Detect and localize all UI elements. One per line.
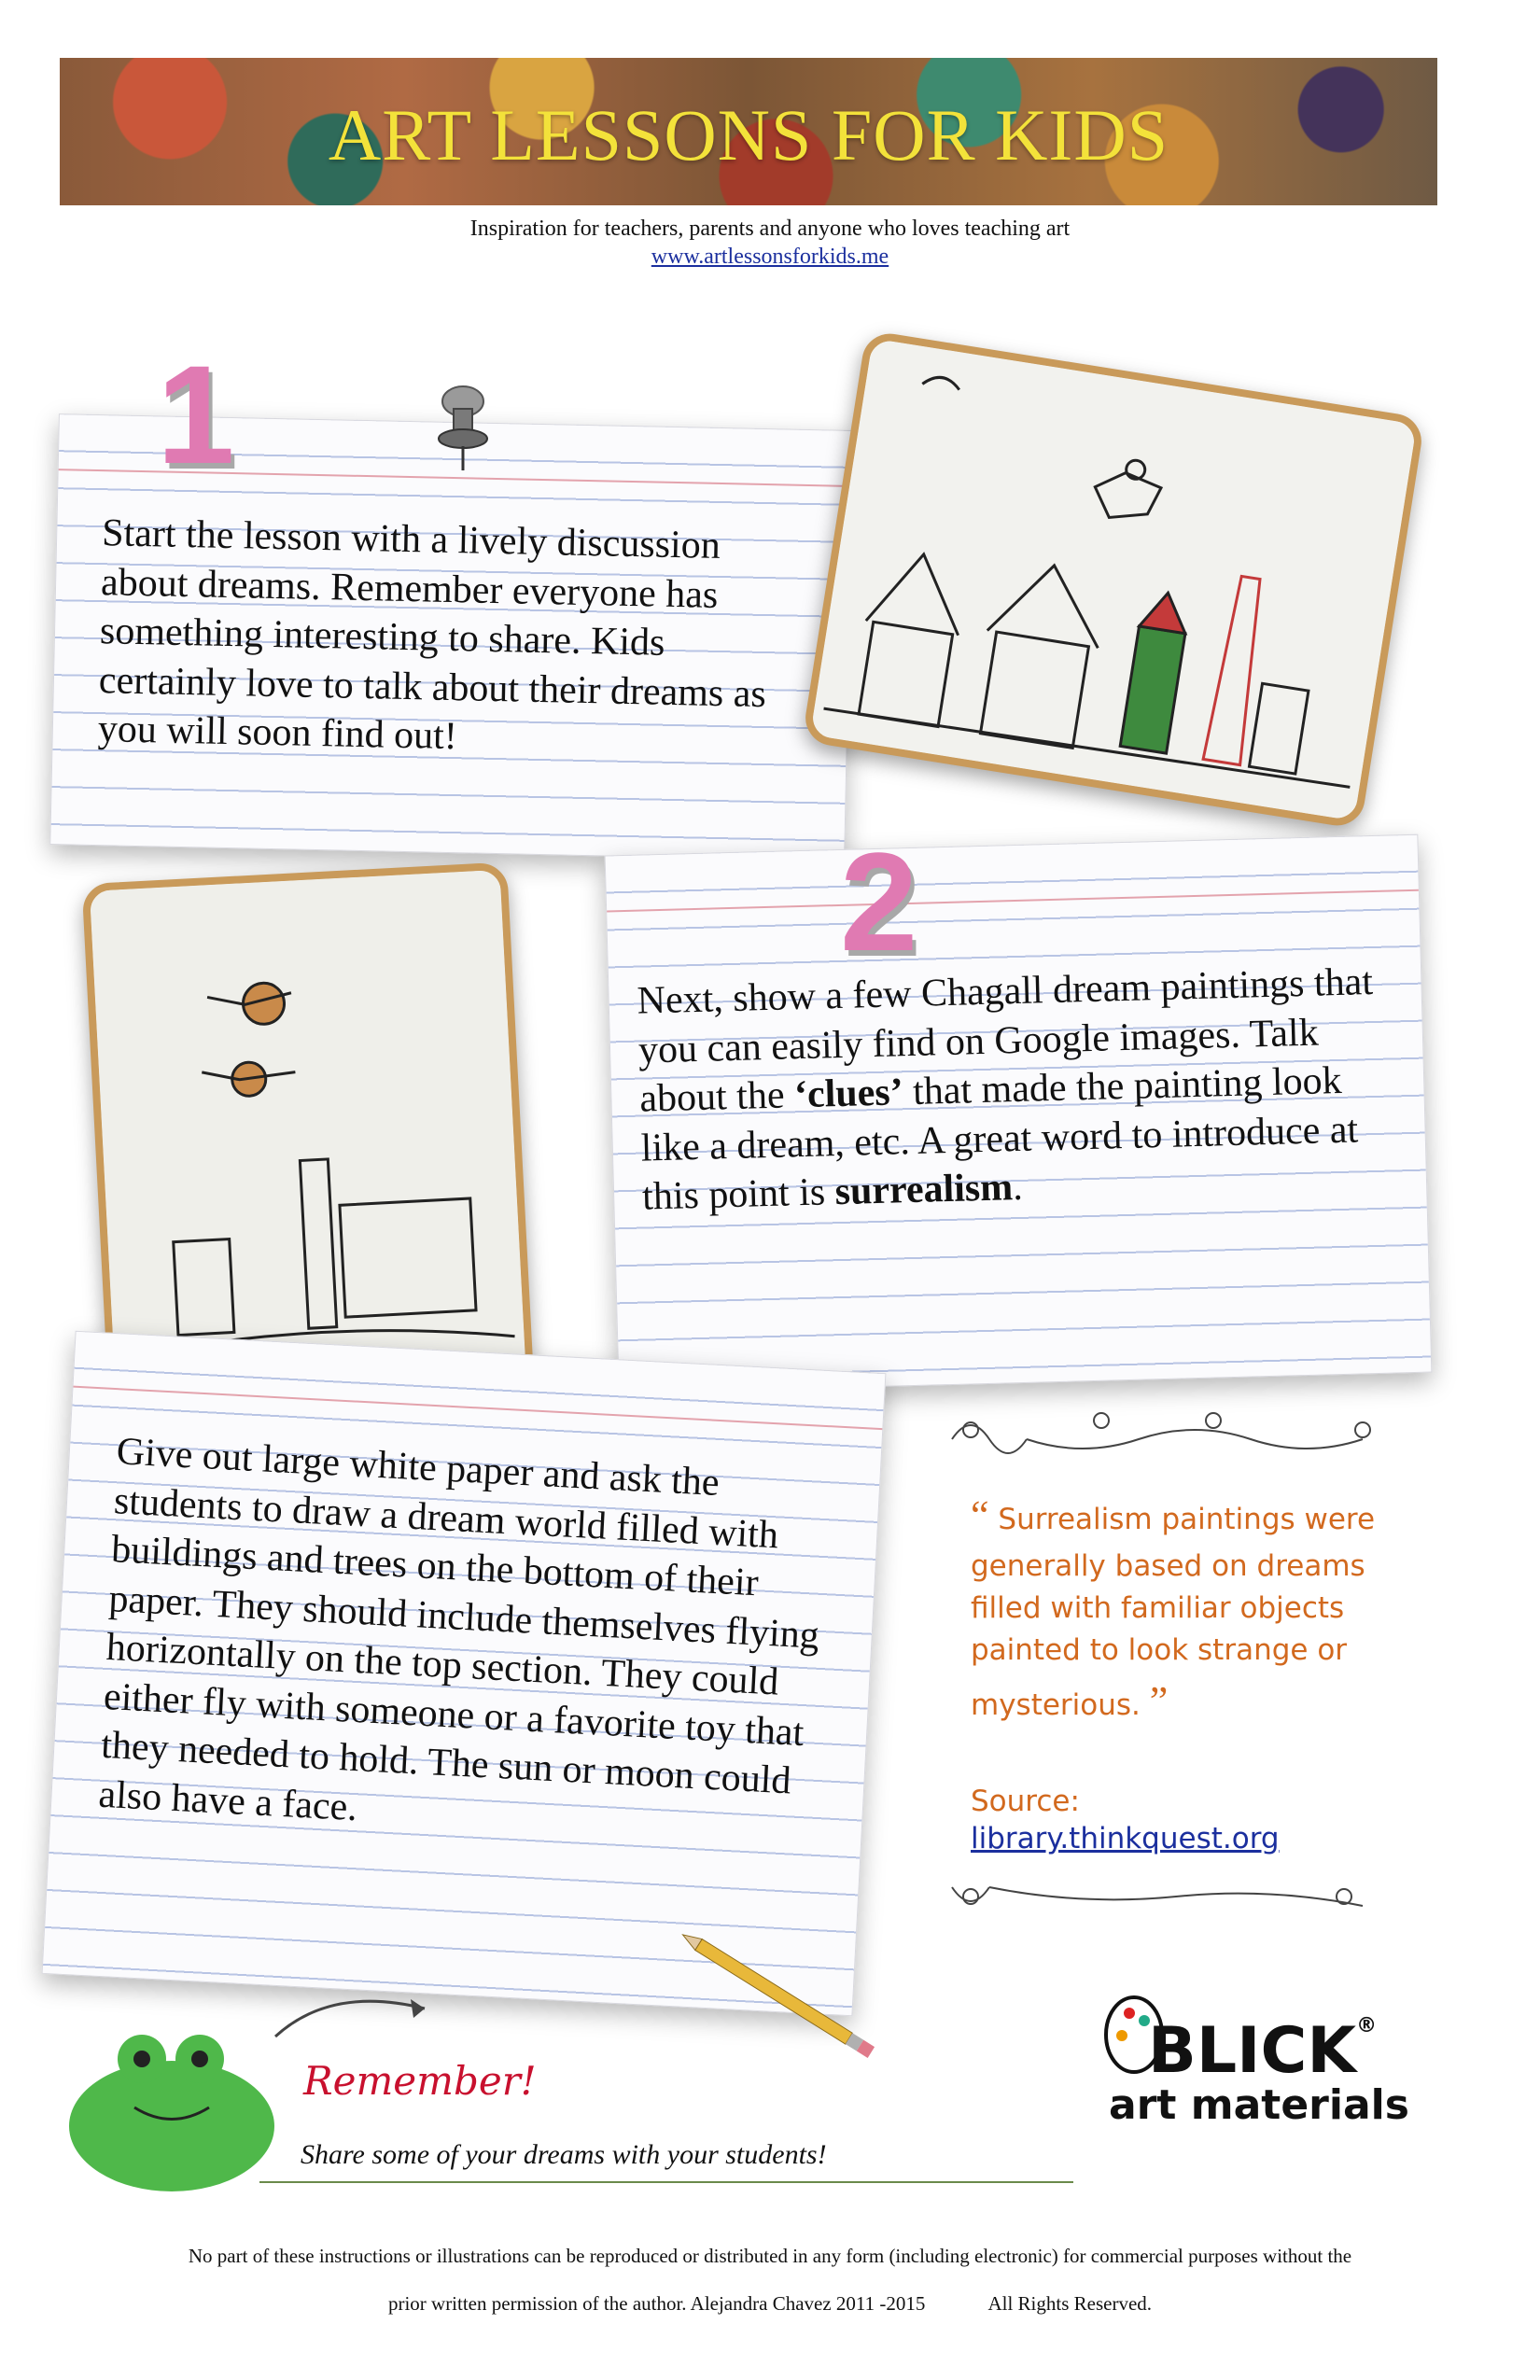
card-margin-line — [73, 1386, 882, 1430]
header-banner — [60, 58, 1437, 205]
card-margin-line — [607, 889, 1419, 913]
page-title: ART LESSONS FOR KIDS — [328, 94, 1169, 175]
dream-drawing-illustration — [810, 338, 1417, 820]
step-3-card — [42, 1331, 887, 2017]
surrealism-quote — [971, 1486, 1409, 1730]
step-3-text: Give out large white paper and ask the students to draw a dream world filled with buildings and trees on the bottom of their paper. They should include themselves flying horizontally on the top section. They could either fly with someone or a favorite toy that they needed to hold. The sun or moon could also have a face. — [97, 1430, 820, 1829]
website-link[interactable]: www.artlessonsforkids.me — [651, 245, 889, 269]
surrealism-word: surrealism — [834, 1166, 1014, 1214]
divider — [259, 2181, 1073, 2183]
step-2-text-part: . — [1012, 1165, 1024, 1210]
source-label: Source: — [971, 1785, 1080, 1818]
step-1-number: 1 — [157, 336, 235, 493]
student-drawing-photo-1 — [802, 329, 1425, 829]
step-1-text: Start the lesson with a lively discussion about dreams. Remember everyone has something interesting to share. Kids certainly love to talk about their dreams as you will soon find out! — [97, 511, 767, 759]
arrow-icon — [266, 1981, 443, 2046]
step-2-text — [637, 958, 1390, 1222]
trademark-symbol: ® — [1356, 2014, 1378, 2037]
copyright-notice-line-1: No part of these instructions or illustrations can be reproduced or distributed in any form (including electronic) for commercial purposes without the — [188, 2245, 1352, 2267]
close-quote-mark: ” — [1149, 1677, 1169, 1724]
step-2-number: 2 — [840, 823, 918, 980]
quote-text: Surrealism paintings were generally based on dreams filled with familiar objects painted to look strange or mysterious. — [971, 1503, 1376, 1722]
student-drawing-photo-2 — [82, 861, 535, 1409]
reminder-text: Share some of your dreams with your students! — [301, 2139, 827, 2170]
step-2-text-part: Next, show a few Chagall dream paintings that you can easily find on Google images. Talk about the — [637, 960, 1374, 1121]
frog-icon — [60, 2014, 293, 2201]
push-pin-icon — [431, 381, 497, 474]
dream-city-illustration — [90, 870, 526, 1402]
blick-subtitle: art materials — [1109, 2081, 1409, 2129]
step-2-card — [605, 834, 1433, 1394]
copyright-notice-line-2: prior written permission of the author. Alejandra Chavez 2011 -2015 All Rights Reserved. — [387, 2292, 1153, 2315]
swirl-border-top-icon — [933, 1402, 1400, 1467]
source-link[interactable]: library.thinkquest.org — [971, 1822, 1280, 1855]
step-2-text-part: that made the painting look like a dream, etc. A great word to introduce at this point is — [640, 1058, 1359, 1219]
remember-title: Remember! — [303, 2058, 537, 2104]
pencil-icon — [665, 1932, 898, 2063]
clues-word: ‘clues’ — [793, 1071, 904, 1117]
blick-brand-text: BLICK — [1148, 2014, 1357, 2088]
open-quote-mark: “ — [971, 1492, 989, 1538]
blick-logo — [1148, 2014, 1377, 2088]
tagline: Inspiration for teachers, parents and anyone who loves teaching art — [469, 217, 1071, 241]
swirl-border-bottom-icon — [933, 1859, 1400, 1925]
